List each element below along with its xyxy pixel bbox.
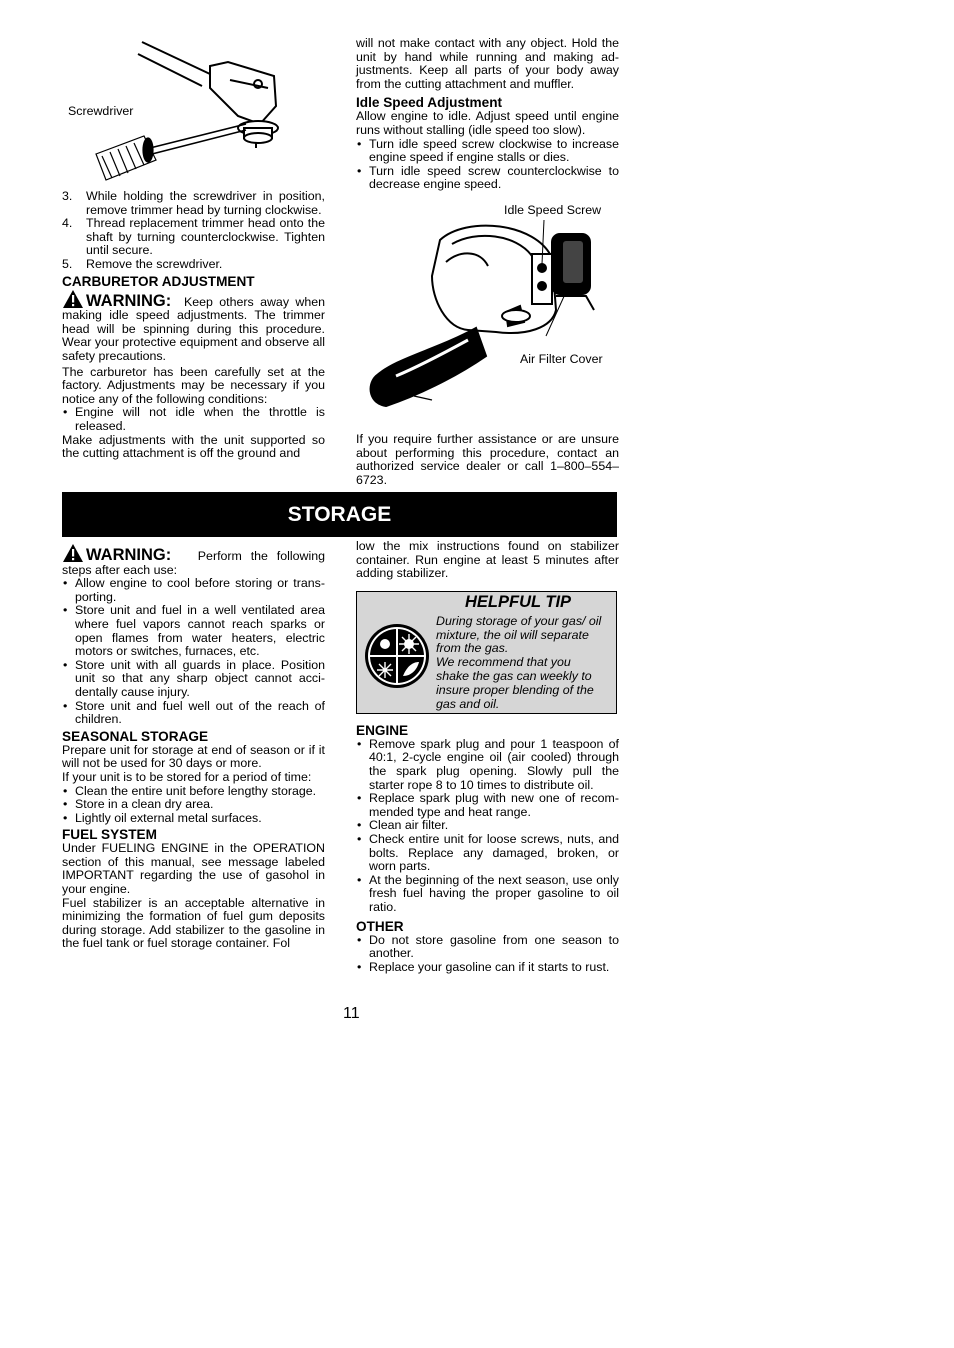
list-item: • Replace your gasoline can if it starts to rust.: [356, 961, 619, 975]
helpful-tip-box: [356, 591, 617, 714]
storage-warning-bullets: [62, 577, 325, 727]
seasonal-bullets: [62, 785, 325, 826]
warning-icon: [62, 289, 84, 309]
step-number: 4.: [62, 216, 73, 231]
air-filter-cover-label: Air Filter Cover: [520, 352, 603, 366]
step-text: While holding the screwdriver in position, remove trimmer head by turning clockwise.: [86, 189, 325, 217]
other-bullets: [356, 934, 619, 975]
step-number: 3.: [62, 189, 73, 203]
idle-speed-bullets: [356, 138, 619, 192]
carburetor-conditions: [62, 406, 325, 433]
warning-label: WARNING:: [86, 546, 172, 564]
idle-speed-screw-label: Idle Speed Screw: [504, 203, 602, 217]
list-item: • Clean the entire unit before lengthy storage.: [62, 785, 325, 799]
step-item: [62, 258, 325, 272]
list-item: • Clean air filter.: [356, 819, 619, 833]
engine-figure: [356, 200, 619, 420]
list-item: • Engine will not idle when the throttle is released.: [62, 406, 325, 433]
list-item: • Allow engine to cool before storing or transporting.: [62, 577, 325, 604]
list-item: • Check entire unit for loose screws, nuts, and bolts. Replace any damaged, broken, or worn parts.: [356, 833, 619, 874]
list-item: • Store unit with all guards in place. Position unit so that any sharp object cannot accidentally cause injury.: [62, 659, 325, 700]
engine-bullets: [356, 738, 619, 915]
tip-paragraph: During storage of your gas/ oil mixture, the oil will separate from the gas.: [436, 613, 602, 656]
page-number: 11: [343, 1005, 360, 1022]
list-item: • At the beginning of the next season, use only fresh fuel having the proper gasoline to oil ratio.: [356, 874, 619, 915]
list-item: • Store unit and fuel in a well ventilated area where fuel vapors cannot reach sparks or open flames from water heaters, electric motors or switches, furnaces, etc.: [62, 604, 325, 658]
fuel-para: Under FUELING ENGINE in the OPERATION section of this manual, see message labeled IMPORTANT regarding the use of gasohol in your engine.: [62, 841, 325, 897]
list-item: • Remove spark plug and pour 1 teaspoon of 40:1, 2-cycle engine oil (air cooled) through the spark plug opening. Slowly pull the starter rope 8 to 10 times to distribute oil.: [356, 738, 619, 792]
screwdriver-figure: [60, 36, 300, 186]
seasonal-storage-heading: SEASONAL STORAGE: [62, 728, 209, 744]
right-column-bottom: [356, 540, 619, 974]
list-item: • Replace spark plug with new one of recommended type and heat range.: [356, 792, 619, 819]
carburetor-warning: [62, 289, 325, 364]
helpful-tip-title: HELPFUL TIP: [465, 592, 572, 611]
step-item: [62, 217, 325, 258]
idle-speed-text: Allow engine to idle. Adjust speed until engine runs without stalling (idle speed too slow).: [356, 109, 619, 137]
carburetor-para: Make adjustments with the unit supported so the cutting attachment is off the ground and: [62, 432, 325, 461]
warning-text: Keep others away when making idle speed adjustments. The trimmer head will be spinning during this procedure. Wear your protective equipment and observe all safety precautions.: [62, 294, 325, 363]
screwdriver-label: Screwdriver: [68, 104, 134, 118]
list-item: • Store in a clean dry area.: [62, 798, 325, 812]
warning-icon: [62, 543, 84, 563]
step-text: Thread replacement trimmer head onto the shaft by turning counterclockwise. Tighten until secure.: [86, 216, 325, 258]
step-item: [62, 190, 325, 217]
storage-banner: STORAGE: [62, 492, 617, 537]
left-column-bottom: [62, 543, 325, 951]
storage-warning: [62, 543, 325, 577]
list-item: • Store unit and fuel well out of the reach of children.: [62, 700, 325, 727]
list-item: • Turn idle speed screw counterclockwise to decrease engine speed.: [356, 165, 619, 192]
list-item: • Turn idle speed screw clockwise to increase engine speed if engine stalls or dies.: [356, 138, 619, 165]
list-item: • Do not store gasoline from one season to another.: [356, 934, 619, 961]
helpful-tip-text: [436, 615, 603, 712]
carburetor-para: The carburetor has been carefully set at the factory. Adjustments may be necessary if you notice any of the following conditions:: [62, 364, 325, 406]
fuel-system-heading: FUEL SYSTEM: [62, 827, 157, 843]
fuel-para: Fuel stabilizer is an acceptable alternative in minimizing the formation of fuel gum deposits during storage. Add stabilizer to the gasoline in the fuel tank or fuel storage container. Fol: [62, 895, 325, 951]
other-heading: OTHER: [356, 918, 404, 934]
left-column-top: [62, 190, 325, 461]
tip-paragraph: We recommend that you shake the gas can weekly to insure proper blending of the gas and oil.: [436, 655, 594, 711]
right-column-top: [356, 37, 619, 192]
warning-text: Perform the following steps after each use:: [62, 549, 325, 577]
seasonal-para: Prepare unit for storage at end of season or if it will not be used for 30 days or more.: [62, 742, 325, 771]
assistance-paragraph: If you require further assistance or are unsure about performing this procedure, contact an authorized service dealer or call 1–800–554–6723.: [356, 432, 619, 487]
carburetor-heading: CARBURETOR ADJUSTMENT: [62, 273, 255, 289]
warning-label: WARNING:: [86, 291, 172, 310]
seasonal-para: If your unit is to be stored for a period of time:: [62, 769, 312, 784]
removal-steps: [62, 190, 325, 272]
step-text: Remove the screwdriver.: [86, 256, 223, 271]
four-seasons-icon: [363, 622, 431, 690]
idle-speed-heading: Idle Speed Adjustment: [356, 95, 503, 111]
engine-heading: ENGINE: [356, 722, 409, 738]
assistance-paragraph-wrap: [356, 433, 619, 487]
seasons-icon: [363, 622, 431, 694]
step-number: 5.: [62, 256, 73, 271]
engine-illustration: [356, 200, 619, 420]
carburetor-para-continued: will not make contact with any object. Hold the unit by hand while running and making adjustments. Keep all parts of your body away from the cutting attachment and muffler.: [356, 36, 619, 91]
fuel-para-continued: low the mix instructions found on stabilizer container. Run engine at least 5 minutes after adding stabilizer.: [356, 539, 619, 581]
list-item: • Lightly oil external metal surfaces.: [62, 812, 325, 826]
